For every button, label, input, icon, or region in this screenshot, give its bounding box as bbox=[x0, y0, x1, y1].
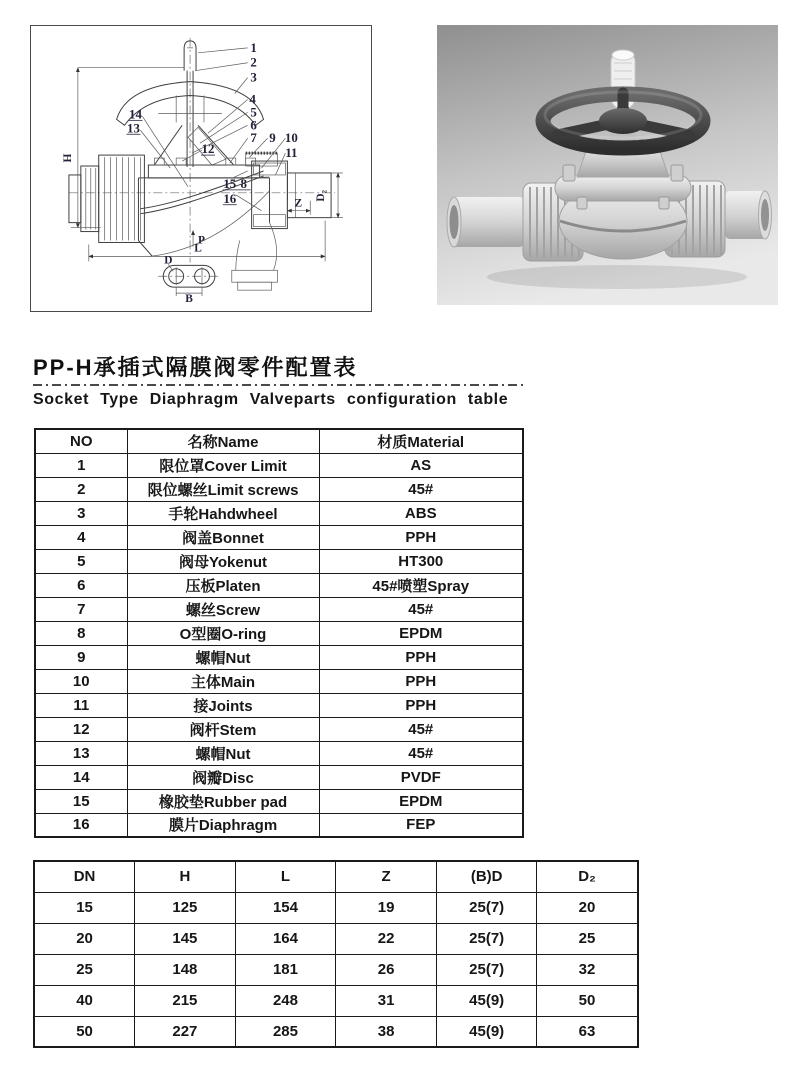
table-cell: 限位螺丝Limit screws bbox=[127, 477, 319, 501]
column-header: NO bbox=[35, 429, 127, 453]
callout-leaders bbox=[140, 48, 285, 211]
dim-label-d: D bbox=[164, 254, 173, 267]
flange-detail bbox=[158, 254, 220, 305]
table-row bbox=[35, 669, 523, 693]
right-union-outline bbox=[232, 153, 331, 290]
table-cell: 45# bbox=[319, 477, 523, 501]
table-cell: 148 bbox=[135, 954, 236, 985]
column-header: (B)D bbox=[436, 861, 537, 892]
page-title-en: Socket Type Diaphragm Valveparts configuration table bbox=[33, 391, 509, 408]
table-row bbox=[35, 741, 523, 765]
table-cell: 6 bbox=[35, 573, 127, 597]
table-cell: 15 bbox=[34, 892, 135, 923]
table-cell: EPDM bbox=[319, 621, 523, 645]
dim-label-p: P bbox=[198, 234, 205, 247]
table-row bbox=[35, 549, 523, 573]
table-cell: 25(7) bbox=[436, 923, 537, 954]
title-underline bbox=[33, 384, 525, 386]
dimensions-table bbox=[33, 860, 639, 1048]
table-cell: HT300 bbox=[319, 549, 523, 573]
callout-1: 1 bbox=[250, 40, 257, 55]
table-cell: 145 bbox=[135, 923, 236, 954]
table-row bbox=[35, 525, 523, 549]
table-cell: EPDM bbox=[319, 789, 523, 813]
table-row bbox=[35, 717, 523, 741]
table-row bbox=[35, 573, 523, 597]
callout-8: 8 bbox=[240, 176, 247, 191]
callout-14: 14 bbox=[129, 107, 142, 122]
column-header: 材质Material bbox=[319, 429, 523, 453]
table-cell: 橡胶垫Rubber pad bbox=[127, 789, 319, 813]
dim-label-d2: D₂ bbox=[315, 189, 328, 202]
callout-10: 10 bbox=[284, 131, 298, 146]
table-cell: 26 bbox=[336, 954, 437, 985]
dimensions-table-header-row bbox=[34, 861, 638, 892]
table-cell: 9 bbox=[35, 645, 127, 669]
table-cell: 5 bbox=[35, 549, 127, 573]
table-cell: ABS bbox=[319, 501, 523, 525]
table-cell: 45#喷塑Spray bbox=[319, 573, 523, 597]
table-row bbox=[35, 621, 523, 645]
callout-3: 3 bbox=[250, 70, 257, 85]
table-cell: 63 bbox=[537, 1016, 638, 1047]
table-cell: 15 bbox=[35, 789, 127, 813]
table-cell: 25(7) bbox=[436, 954, 537, 985]
page-title-cn: PP-H承插式隔膜阀零件配置表 bbox=[33, 355, 358, 380]
dim-label-b: B bbox=[185, 293, 193, 306]
table-row bbox=[35, 597, 523, 621]
table-cell: 10 bbox=[35, 669, 127, 693]
table-cell: 20 bbox=[34, 923, 135, 954]
table-cell: 膜片Diaphragm bbox=[127, 813, 319, 837]
table-cell: 45(9) bbox=[436, 985, 537, 1016]
table-cell: 2 bbox=[35, 477, 127, 501]
diagram-svg bbox=[31, 26, 371, 311]
table-cell: 181 bbox=[235, 954, 336, 985]
table-cell: 20 bbox=[537, 892, 638, 923]
table-cell: 螺帽Nut bbox=[127, 645, 319, 669]
table-cell: 螺丝Screw bbox=[127, 597, 319, 621]
valve-section-diagram bbox=[30, 25, 372, 312]
table-row bbox=[35, 501, 523, 525]
table-cell: 285 bbox=[235, 1016, 336, 1047]
table-cell: 4 bbox=[35, 525, 127, 549]
table-row bbox=[34, 923, 638, 954]
table-row bbox=[35, 693, 523, 717]
column-header: L bbox=[235, 861, 336, 892]
table-row bbox=[34, 985, 638, 1016]
table-cell: 限位罩Cover Limit bbox=[127, 453, 319, 477]
callout-12: 12 bbox=[201, 142, 215, 157]
table-cell: PPH bbox=[319, 645, 523, 669]
column-header: H bbox=[135, 861, 236, 892]
column-header: DN bbox=[34, 861, 135, 892]
valve-photo bbox=[437, 25, 778, 305]
table-cell: O型圈O-ring bbox=[127, 621, 319, 645]
callout-2: 2 bbox=[250, 55, 257, 70]
table-cell: 45# bbox=[319, 741, 523, 765]
parts-table bbox=[34, 428, 524, 838]
table-cell: 50 bbox=[537, 985, 638, 1016]
callout-6: 6 bbox=[250, 118, 257, 133]
dim-label-z: Z bbox=[294, 197, 303, 210]
table-cell: 248 bbox=[235, 985, 336, 1016]
table-cell: 154 bbox=[235, 892, 336, 923]
table-cell: 压板Platen bbox=[127, 573, 319, 597]
table-cell: 164 bbox=[235, 923, 336, 954]
table-cell: 螺帽Nut bbox=[127, 741, 319, 765]
table-cell: 14 bbox=[35, 765, 127, 789]
table-cell: 40 bbox=[34, 985, 135, 1016]
table-row bbox=[35, 453, 523, 477]
callout-numbers bbox=[127, 41, 298, 206]
table-cell: 25 bbox=[34, 954, 135, 985]
table-cell: 3 bbox=[35, 501, 127, 525]
table-cell: 手轮Hahdwheel bbox=[127, 501, 319, 525]
table-cell: 阀母Yokenut bbox=[127, 549, 319, 573]
table-row bbox=[35, 477, 523, 501]
photo-svg bbox=[437, 25, 778, 305]
callout-13: 13 bbox=[127, 121, 140, 136]
callout-15: 15 bbox=[223, 176, 237, 191]
table-row bbox=[34, 954, 638, 985]
table-cell: PPH bbox=[319, 669, 523, 693]
table-cell: 阀瓣Disc bbox=[127, 765, 319, 789]
table-cell: 12 bbox=[35, 717, 127, 741]
column-header: D₂ bbox=[537, 861, 638, 892]
table-cell: PVDF bbox=[319, 765, 523, 789]
callout-9: 9 bbox=[269, 131, 276, 146]
callout-7: 7 bbox=[250, 131, 257, 146]
table-cell: 125 bbox=[135, 892, 236, 923]
table-cell: 45(9) bbox=[436, 1016, 537, 1047]
table-row bbox=[35, 765, 523, 789]
table-cell: 22 bbox=[336, 923, 437, 954]
table-cell: 阀杆Stem bbox=[127, 717, 319, 741]
table-cell: 38 bbox=[336, 1016, 437, 1047]
table-row bbox=[34, 892, 638, 923]
table-cell: FEP bbox=[319, 813, 523, 837]
table-cell: 16 bbox=[35, 813, 127, 837]
table-cell: 19 bbox=[336, 892, 437, 923]
table-cell: 1 bbox=[35, 453, 127, 477]
table-cell: PPH bbox=[319, 693, 523, 717]
dim-label-h: H bbox=[61, 153, 74, 163]
table-row bbox=[35, 789, 523, 813]
table-cell: 50 bbox=[34, 1016, 135, 1047]
table-cell: 45# bbox=[319, 597, 523, 621]
table-cell: 227 bbox=[135, 1016, 236, 1047]
left-union-outline bbox=[69, 155, 144, 242]
table-row bbox=[35, 645, 523, 669]
callout-11: 11 bbox=[285, 146, 298, 161]
table-cell: 接Joints bbox=[127, 693, 319, 717]
table-cell: 13 bbox=[35, 741, 127, 765]
table-cell: 32 bbox=[537, 954, 638, 985]
table-cell: 主体Main bbox=[127, 669, 319, 693]
parts-table-header-row bbox=[35, 429, 523, 453]
column-header: Z bbox=[336, 861, 437, 892]
table-cell: AS bbox=[319, 453, 523, 477]
table-cell: 45# bbox=[319, 717, 523, 741]
table-cell: 7 bbox=[35, 597, 127, 621]
table-cell: 8 bbox=[35, 621, 127, 645]
table-cell: PPH bbox=[319, 525, 523, 549]
table-cell: 阀盖Bonnet bbox=[127, 525, 319, 549]
callout-16: 16 bbox=[223, 191, 237, 206]
dim-label-l: L bbox=[194, 242, 202, 255]
table-cell: 11 bbox=[35, 693, 127, 717]
column-header: 名称Name bbox=[127, 429, 319, 453]
table-row bbox=[35, 813, 523, 837]
table-cell: 215 bbox=[135, 985, 236, 1016]
table-row bbox=[34, 1016, 638, 1047]
table-cell: 25 bbox=[537, 923, 638, 954]
table-cell: 25(7) bbox=[436, 892, 537, 923]
callout-4: 4 bbox=[249, 92, 256, 107]
table-cell: 31 bbox=[336, 985, 437, 1016]
callout-5: 5 bbox=[250, 105, 257, 120]
